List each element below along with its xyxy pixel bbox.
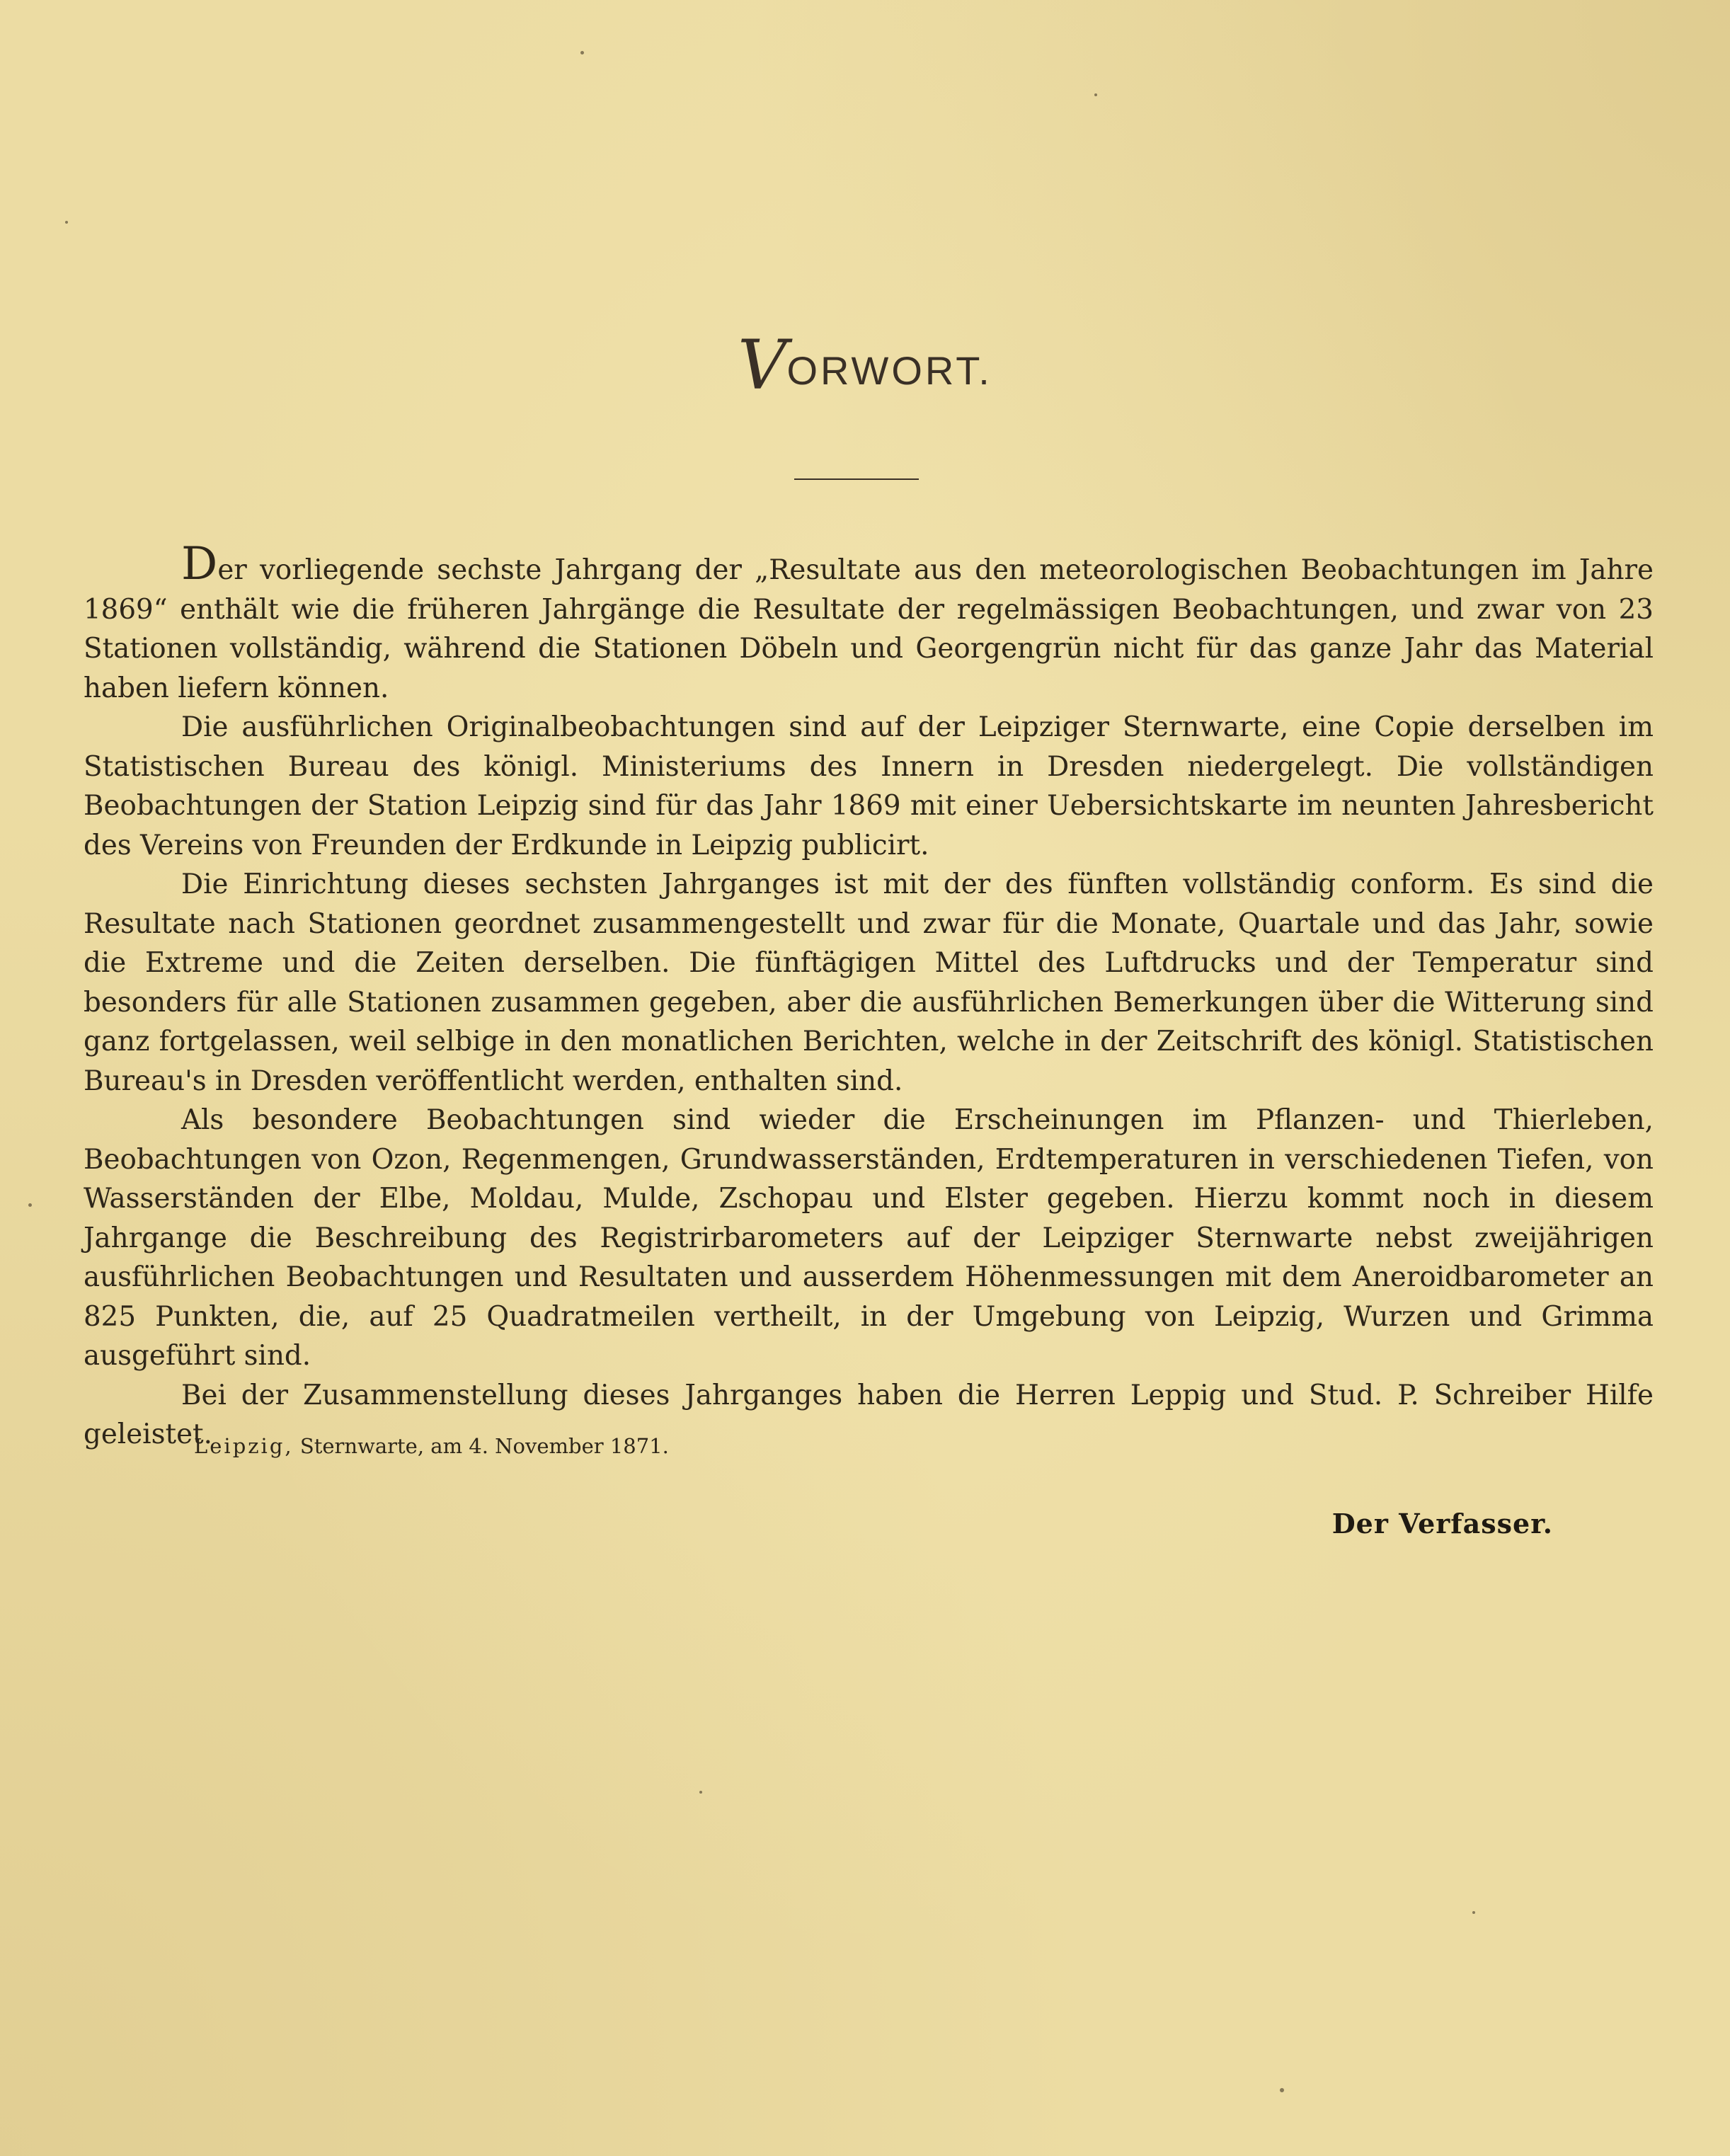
paragraph-4: Als besondere Beobachtungen sind wieder die Erscheinungen im Pflanzen- und Thierleben, Beobachtungen von Ozon, Regenmengen, Grundwasserständen, Erdtemperaturen in verschiedenen Tiefen, von Wasserständen der Elbe, Moldau, Mulde, Zschopau und Elster gegeben. Hierzu kommt noch in diesem Jahrgange die Beschreibung des Registrirbarometers auf der Leipziger Sternwarte nebst zweijährigen ausführlichen Beobachtungen und Resultaten und ausserdem Höhenmessungen mit dem Aneroidbarometer an 825 Punkten, die, auf 25 Quadratmeilen vertheilt, in der Umgebung von Leipzig, Wurzen und Grimma ausgeführt sind.	[84, 1104, 1654, 1372]
paper-speck	[1472, 1911, 1475, 1914]
title-initial: V	[738, 326, 787, 405]
body-text	[84, 538, 1654, 1455]
paragraph-1	[84, 538, 1654, 708]
page-title	[0, 326, 1730, 405]
paper-speck	[699, 1791, 702, 1794]
paper-speck	[580, 51, 584, 55]
signature: Der Verfasser.	[1331, 1508, 1553, 1539]
paper-speck	[65, 221, 68, 224]
paragraph-1-text: er vorliegende sechste Jahrgang der „Resultate aus den meteorologischen Beobachtungen im Jahre 1869“ enthält wie die früheren Jahrgänge die Resultate der regelmässigen Beobachtungen, und zwar von 23 Stationen vollständig, während die Stationen Döbeln und Georgengrün nicht für das ganze Jahr das Material haben liefern können.	[84, 554, 1654, 704]
paragraph-3: Die Einrichtung dieses sechsten Jahrganges ist mit der des fünften vollständig conform. Es sind die Resultate nach Stationen geordnet zusammengestellt und zwar für die Monate, Quartale und das Jahr, sowie die Extreme und die Zeiten derselben. Die fünftägigen Mittel des Luftdrucks und der Temperatur sind besonders für alle Stationen zusammen gegeben, aber die ausführlichen Bemerkungen über die Witterung sind ganz fortgelassen, weil selbige in den monatlichen Berichten, welche in der Zeitschrift des königl. Statistischen Bureau's in Dresden veröffentlicht werden, enthalten sind.	[84, 868, 1654, 1097]
date-line-place: Leipzig,	[194, 1434, 294, 1458]
date-line	[194, 1434, 669, 1458]
paragraph-5: Bei der Zusammenstellung dieses Jahrganges haben die Herren Leppig und Stud. P. Schreiber Hilfe geleistet.	[84, 1379, 1654, 1450]
paper-speck	[1094, 93, 1097, 96]
drop-cap: D	[181, 538, 218, 590]
date-line-rest: Sternwarte, am 4. November 1871.	[293, 1434, 669, 1458]
paragraph-2: Die ausführlichen Originalbeobachtungen sind auf der Leipziger Sternwarte, eine Copie derselben im Statistischen Bureau des königl. Ministeriums des Innern in Dresden niedergelegt. Die vollständigen Beobachtungen der Station Leipzig sind für das Jahr 1869 mit einer Uebersichtskarte im neunten Jahresbericht des Vereins von Freunden der Erdkunde in Leipzig publicirt.	[84, 711, 1654, 861]
paper-speck	[1280, 2088, 1284, 2092]
title-rule	[794, 478, 919, 480]
title-rest: ORWORT.	[786, 348, 992, 393]
paper-speck	[28, 1203, 32, 1207]
